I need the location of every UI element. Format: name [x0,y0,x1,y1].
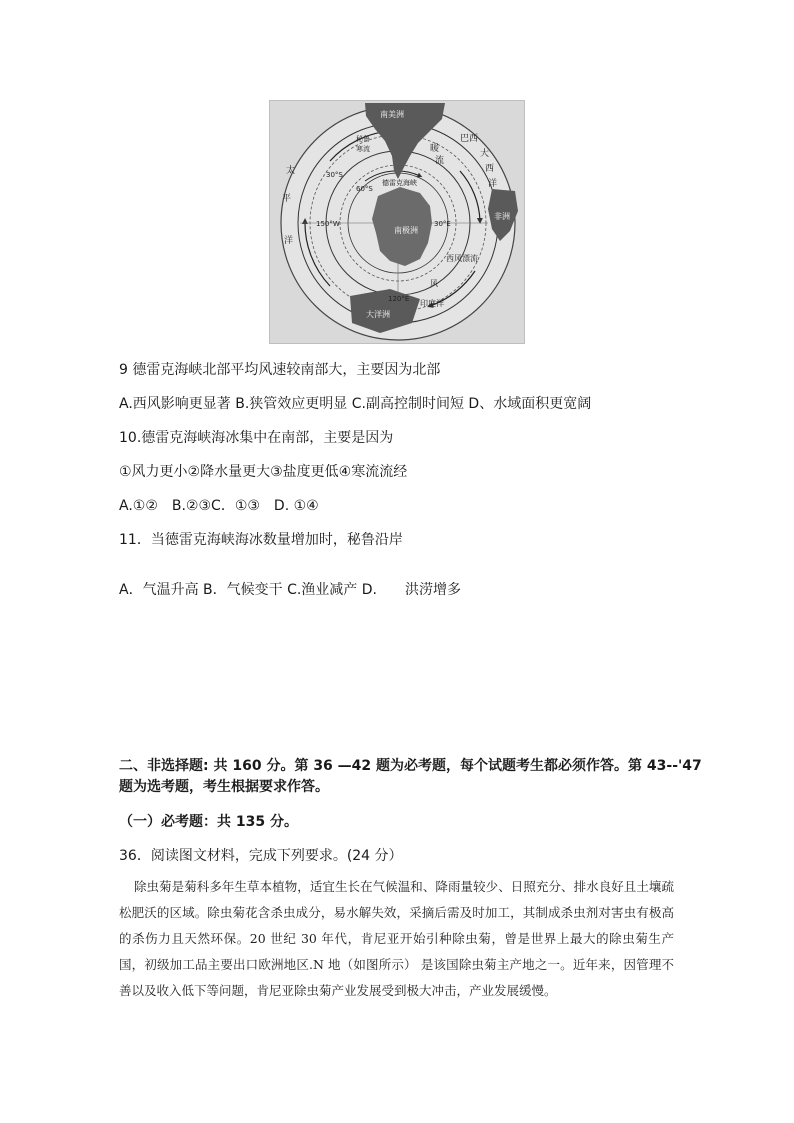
label-pacific-3: 洋 [284,236,294,246]
antarctic-circulation-map [269,100,525,344]
label-lat-30: 30°S [326,171,343,179]
question-9: 9 德雷克海峡北部平均风速较南部大，主要因为北部 [119,362,441,378]
label-pacific-1: 太 [286,166,296,176]
label-lon-150w: 150°W [316,220,340,228]
label-lon-30e: 30°E [434,220,451,228]
label-west-wind-drift: 西风漂流 [446,254,478,263]
label-drake-passage: 德雷克海峡 [382,179,417,187]
label-australia: 大洋洲 [366,310,390,319]
map-svg [270,101,524,343]
question-10-items: ①风力更小②降水量更大③盐度更低④寒流流经 [119,464,408,480]
label-peru: 秘鲁 [356,135,370,143]
label-atlantic-1: 大 [480,149,490,159]
question-36: 36．阅读图文材料，完成下列要求。(24 分） [119,848,403,864]
label-cold-current: 寒流 [356,145,370,153]
label-brazil: 巴西 [460,134,479,144]
label-current: 流 [435,156,445,166]
question-10: 10.德雷克海峡海冰集中在南部，主要是因为 [119,430,394,446]
label-lat-60: 60°S [356,185,373,193]
label-atlantic-3: 洋 [488,179,498,189]
label-indian-ocean: 印度洋 [420,299,444,308]
question-11: 11．当德雷克海峡海冰数量增加时，秘鲁沿岸 [119,532,403,548]
label-pacific-2: 平 [282,194,292,204]
label-lon-120e: 120°E [388,295,410,303]
label-antarctica: 南极洲 [394,226,418,235]
label-africa: 非洲 [494,212,510,221]
question-9-options: A.西风影响更显著 B.狭管效应更明显 C.副高控制时间短 D、水域面积更宽阔 [119,396,592,412]
label-warm: 暖 [430,144,440,154]
label-south-america: 南美洲 [380,110,404,119]
section-2-heading-line-1: 二、非选择题: 共 160 分。第 36 —42 题为必考题，每个试题考生都必须作答。第 43--'47 [119,758,702,774]
section-2-heading-line-2: 题为选考题，考生根据要求作答。 [119,779,329,795]
section-2-subheading: （一）必考题：共 135 分。 [119,814,298,830]
label-atlantic-2: 西 [485,164,495,174]
question-10-options: A.①② B.②③C．①③ D. ①④ [119,498,319,514]
question-36-passage: 除虫菊是菊科多年生草本植物，适宜生长在气候温和、降雨量较少、日照充分、排水良好且土壤疏松肥沃的区域。除虫菊花含杀虫成分，易水解失效，采摘后需及时加工，其制成杀虫剂对害虫有极高的杀伤力且天然环保。20 世纪 30 年代，肯尼亚开始引种除虫菊，曾是世界上最大的除虫菊生产国，初级加工品主要出口欧洲地区.N 地（如图所示） 是该国除虫菊主产地之一。近年来，因管理不善以及收入低下等问题，肯尼亚除虫菊产业发展受到极大冲击，产业发展缓慢。 [119,879,674,998]
label-wind: 风 [430,279,438,288]
question-11-options: A．气温升高 B．气候变干 C.渔业减产 D. 洪涝增多 [119,582,461,598]
